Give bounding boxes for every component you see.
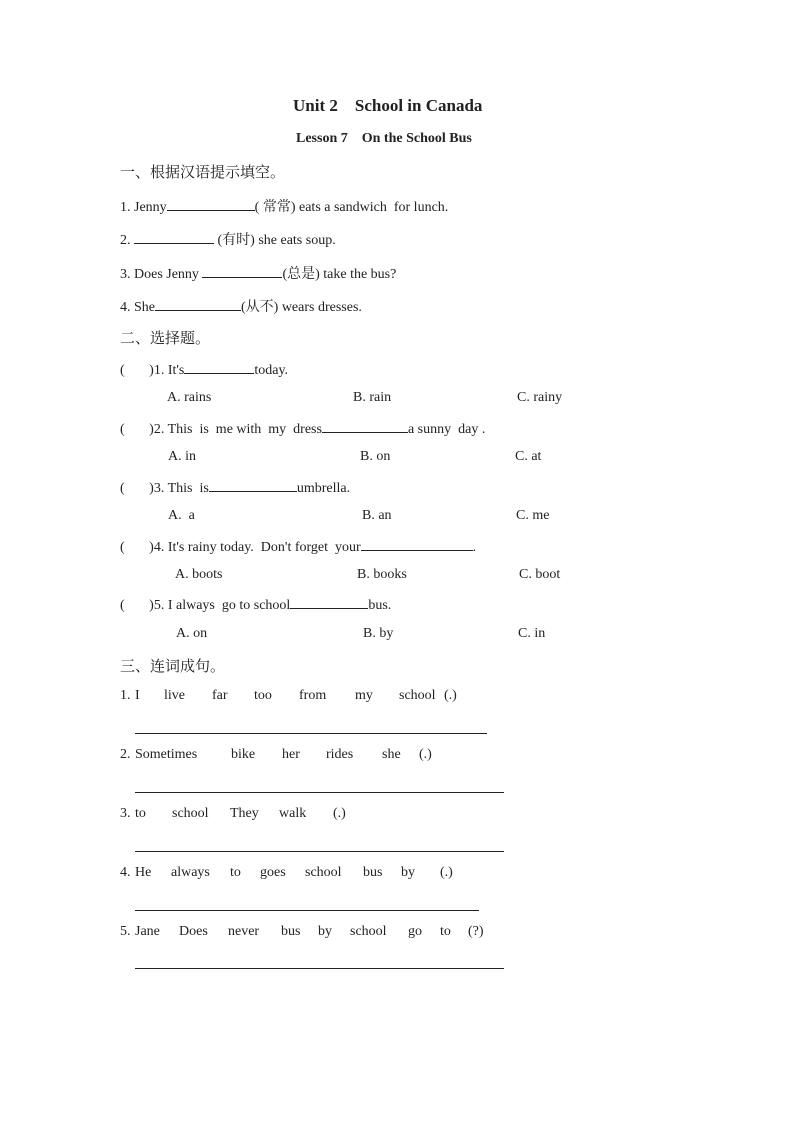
question-text: 2. This is me with my dress [153,422,322,437]
question-text: 5. I always go to school [153,598,291,613]
answer-line[interactable] [135,792,504,793]
scrambled-word: rides [326,747,354,762]
word-item-number: 3. [120,806,131,821]
fill-item-2 [120,229,336,249]
scrambled-word: to [440,924,451,939]
option-b[interactable]: B. rain [353,390,392,405]
section1-heading: 一、根据汉语提示填空。 [120,163,286,181]
scrambled-word: Sometimes [135,747,198,762]
scrambled-word: bus [281,924,301,939]
answer-blank[interactable] [202,265,282,278]
scrambled-word: bike [231,747,256,762]
scrambled-word: live [164,688,185,703]
scrambled-word: by [401,865,415,880]
fill-item-1-post: ( 常常) eats a sandwich for lunch. [254,200,449,215]
fill-item-2-pre: 2. [120,233,134,248]
answer-blank[interactable] [155,298,241,311]
answer-paren[interactable]: ( ) [120,598,154,613]
scrambled-word: by [318,924,332,939]
question-text: 1. It's [153,363,185,378]
scrambled-word: (.) [333,806,346,821]
scrambled-word: to [230,865,241,880]
option-a[interactable]: A. boots [175,567,223,582]
scrambled-word: school [350,924,387,939]
scrambled-word: (.) [440,865,453,880]
option-a[interactable]: A. rains [167,390,212,405]
answer-blank[interactable] [184,361,254,374]
scrambled-word: school [305,865,342,880]
choice-question-1 [120,361,288,379]
scrambled-word: school [399,688,436,703]
answer-blank[interactable] [322,420,408,433]
fill-item-1-pre: 1. Jenny [120,200,167,215]
option-c[interactable]: C. at [515,449,542,464]
scrambled-word: from [299,688,327,703]
word-item-number: 2. [120,747,131,762]
question-text: 3. This is [153,481,209,496]
answer-line[interactable] [135,968,504,969]
answer-paren[interactable]: ( ) [120,540,154,555]
option-b[interactable]: B. books [357,567,407,582]
answer-line[interactable] [135,733,487,734]
choice-question-5 [120,596,391,614]
answer-blank[interactable] [290,596,368,609]
answer-blank[interactable] [361,538,473,551]
option-c[interactable]: C. me [516,508,550,523]
scrambled-word: goes [260,865,286,880]
answer-paren[interactable]: ( ) [120,422,154,437]
scrambled-word: to [135,806,146,821]
answer-blank[interactable] [209,479,297,492]
scrambled-word: Does [179,924,208,939]
scrambled-word: she [382,747,401,762]
scrambled-word: go [408,924,422,939]
option-c[interactable]: C. rainy [517,390,563,405]
question-text-end: umbrella. [296,481,351,496]
scrambled-word: Jane [135,924,160,939]
word-item-number: 5. [120,924,131,939]
fill-item-1 [120,196,448,216]
lesson-subtitle: Lesson 7 On the School Bus [296,131,472,146]
fill-item-4 [120,296,362,316]
page-title: Unit 2 School in Canada [293,96,483,115]
answer-paren[interactable]: ( ) [120,481,154,496]
scrambled-word: too [254,688,272,703]
answer-blank[interactable] [134,231,214,244]
scrambled-word: bus [363,865,383,880]
answer-paren[interactable]: ( ) [120,363,154,378]
answer-line[interactable] [135,851,504,852]
scrambled-word: school [172,806,209,821]
choice-question-4 [120,538,476,556]
fill-item-4-post: (从不) wears dresses. [241,300,362,315]
fill-item-3-post: (总是) take the bus? [282,267,397,282]
word-item-number: 1. [120,688,131,703]
scrambled-word: He [135,865,152,880]
fill-item-3-pre: 3. Does Jenny [120,267,203,282]
choice-question-2 [120,420,485,438]
scrambled-word: walk [279,806,307,821]
section2-heading: 二、选择题。 [120,329,211,347]
word-item-number: 4. [120,865,131,880]
option-b[interactable]: B. by [363,626,394,641]
option-b[interactable]: B. an [362,508,392,523]
option-a[interactable]: A. a [168,508,195,523]
fill-item-3 [120,263,396,283]
scrambled-word: I [135,688,140,703]
scrambled-word: far [212,688,228,703]
question-text-end: today. [254,363,289,378]
scrambled-word: her [282,747,300,762]
scrambled-word: always [171,865,210,880]
option-b[interactable]: B. on [360,449,391,464]
option-c[interactable]: C. in [518,626,546,641]
question-text-end: . [472,540,477,555]
choice-question-3 [120,479,350,497]
scrambled-word: (?) [468,924,484,939]
scrambled-word: never [228,924,260,939]
question-text: 4. It's rainy today. Don't forget your [153,540,361,555]
fill-item-4-pre: 4. She [120,300,155,315]
section3-heading: 三、连词成句。 [120,657,226,675]
answer-line[interactable] [135,910,479,911]
option-a[interactable]: A. in [168,449,196,464]
question-text-end: bus. [368,598,392,613]
scrambled-word: (.) [444,688,457,703]
option-c[interactable]: C. boot [519,567,561,582]
answer-blank[interactable] [167,198,255,211]
scrambled-word: (.) [419,747,432,762]
scrambled-word: my [355,688,373,703]
scrambled-word: They [230,806,259,821]
fill-item-2-post: (有时) she eats soup. [214,233,336,248]
option-a[interactable]: A. on [176,626,208,641]
question-text-end: a sunny day . [407,422,486,437]
